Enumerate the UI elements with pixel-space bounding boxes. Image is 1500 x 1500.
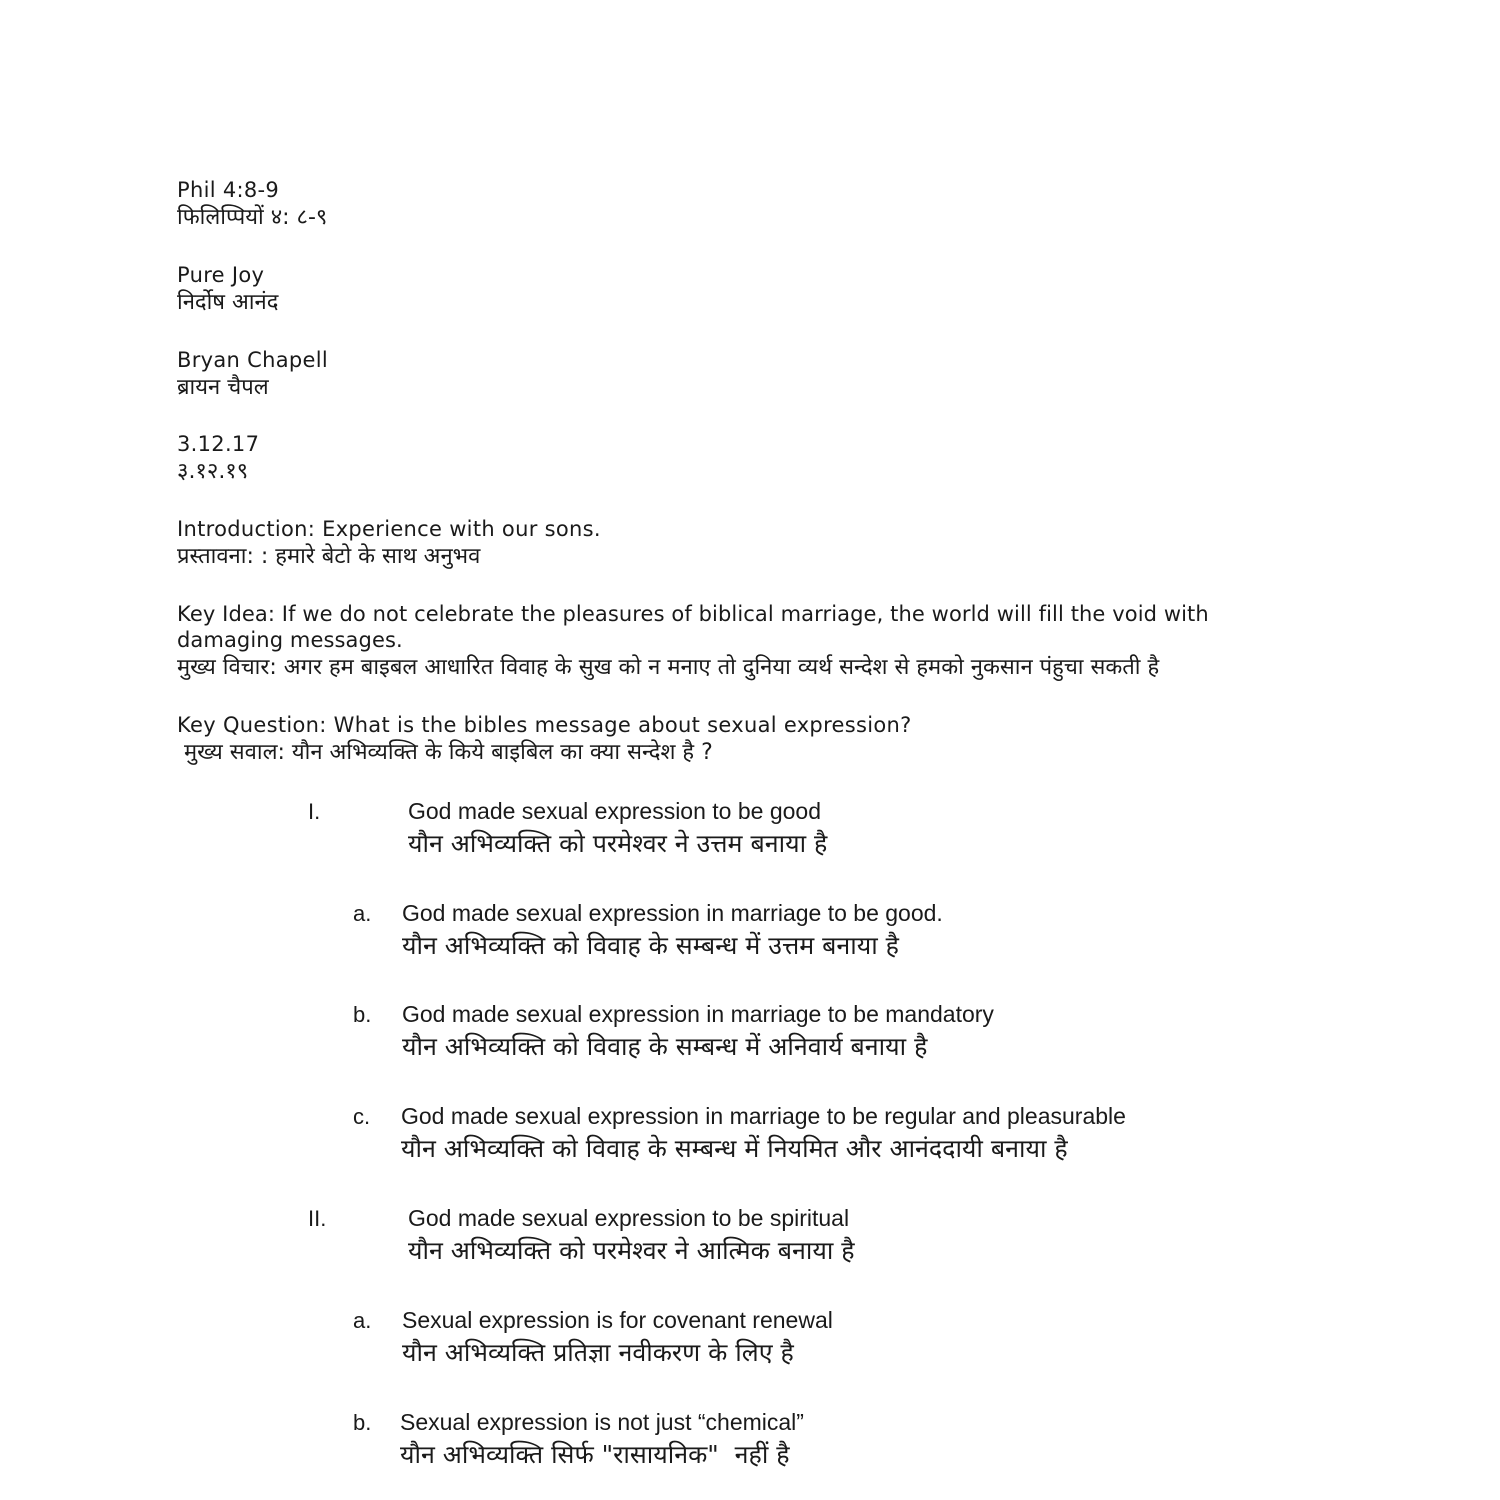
point-2-heading: God made sexual expression to be spiritual [408, 1205, 850, 1231]
introduction: Introduction: Experience with our sons. [177, 517, 601, 541]
sermon-date: 3.12.17 [177, 432, 260, 456]
point-2-heading-hindi: यौन अभिव्यक्ति को परमेश्वर ने आत्मिक बनाया है [408, 1236, 855, 1265]
sermon-title: Pure Joy [177, 263, 265, 287]
point-1c-letter: c. [353, 1104, 371, 1129]
introduction-hindi: प्रस्तावना: : हमारे बेटो के साथ अनुभव [177, 544, 481, 569]
point-2a-text-hindi: यौन अभिव्यक्ति प्रतिज्ञा नवीकरण के लिए है [402, 1338, 794, 1367]
point-1b-text: God made sexual expression in marriage to be mandatory [402, 1001, 994, 1027]
sermon-title-hindi: निर्दोष आनंद [177, 290, 279, 315]
point-2a-letter: a. [353, 1308, 372, 1333]
point-2b-text: Sexual expression is not just “chemical” [400, 1409, 804, 1435]
key-question: Key Question: What is the bibles message about sexual expression? [177, 713, 912, 737]
key-question-hindi: मुख्य सवाल: यौन अभिव्यक्ति के किये बाइबिल का क्या सन्देश है ? [177, 740, 713, 765]
key-idea: Key Idea: If we do not celebrate the pleasures of biblical marriage, the world will fill the void with damaging messages. [177, 602, 1209, 652]
point-1-number: I. [308, 799, 321, 824]
point-1c-text-hindi: यौन अभिव्यक्ति को विवाह के सम्बन्ध में नियमित और आनंददायी बनाया है [401, 1134, 1068, 1163]
point-1b-text-hindi: यौन अभिव्यक्ति को विवाह के सम्बन्ध में अनिवार्य बनाया है [402, 1032, 928, 1061]
author-name: Bryan Chapell [177, 348, 328, 372]
point-1a-text-hindi: यौन अभिव्यक्ति को विवाह के सम्बन्ध में उत्तम बनाया है [402, 931, 899, 960]
point-1a-letter: a. [353, 901, 372, 926]
point-1c-text: God made sexual expression in marriage to be regular and pleasurable [401, 1103, 1126, 1129]
sermon-date-hindi: ३.१२.१९ [177, 459, 249, 484]
point-2b-text-hindi: यौन अभिव्यक्ति सिर्फ "रासायनिक" नहीं है [400, 1440, 790, 1469]
key-idea-hindi: मुख्य विचार: अगर हम बाइबल आधारित विवाह के सुख को न मनाए तो दुनिया व्यर्थ सन्देश से हमको नुकसान पंहुचा सकती है [177, 655, 1160, 680]
scripture-reference: Phil 4:8-9 [177, 178, 280, 202]
point-1-heading-hindi: यौन अभिव्यक्ति को परमेश्वर ने उत्तम बनाया है [408, 829, 828, 858]
point-1a-text: God made sexual expression in marriage to be good. [402, 900, 943, 926]
point-2a-text: Sexual expression is for covenant renewal [402, 1307, 833, 1333]
point-1b-letter: b. [353, 1002, 372, 1027]
point-2-number: II. [308, 1206, 327, 1231]
point-2b-letter: b. [353, 1410, 372, 1435]
scripture-reference-hindi: फिलिप्पियों ४: ८-९ [177, 205, 328, 230]
author-name-hindi: ब्रायन चैपल [177, 375, 269, 400]
point-1-heading: God made sexual expression to be good [408, 798, 821, 824]
